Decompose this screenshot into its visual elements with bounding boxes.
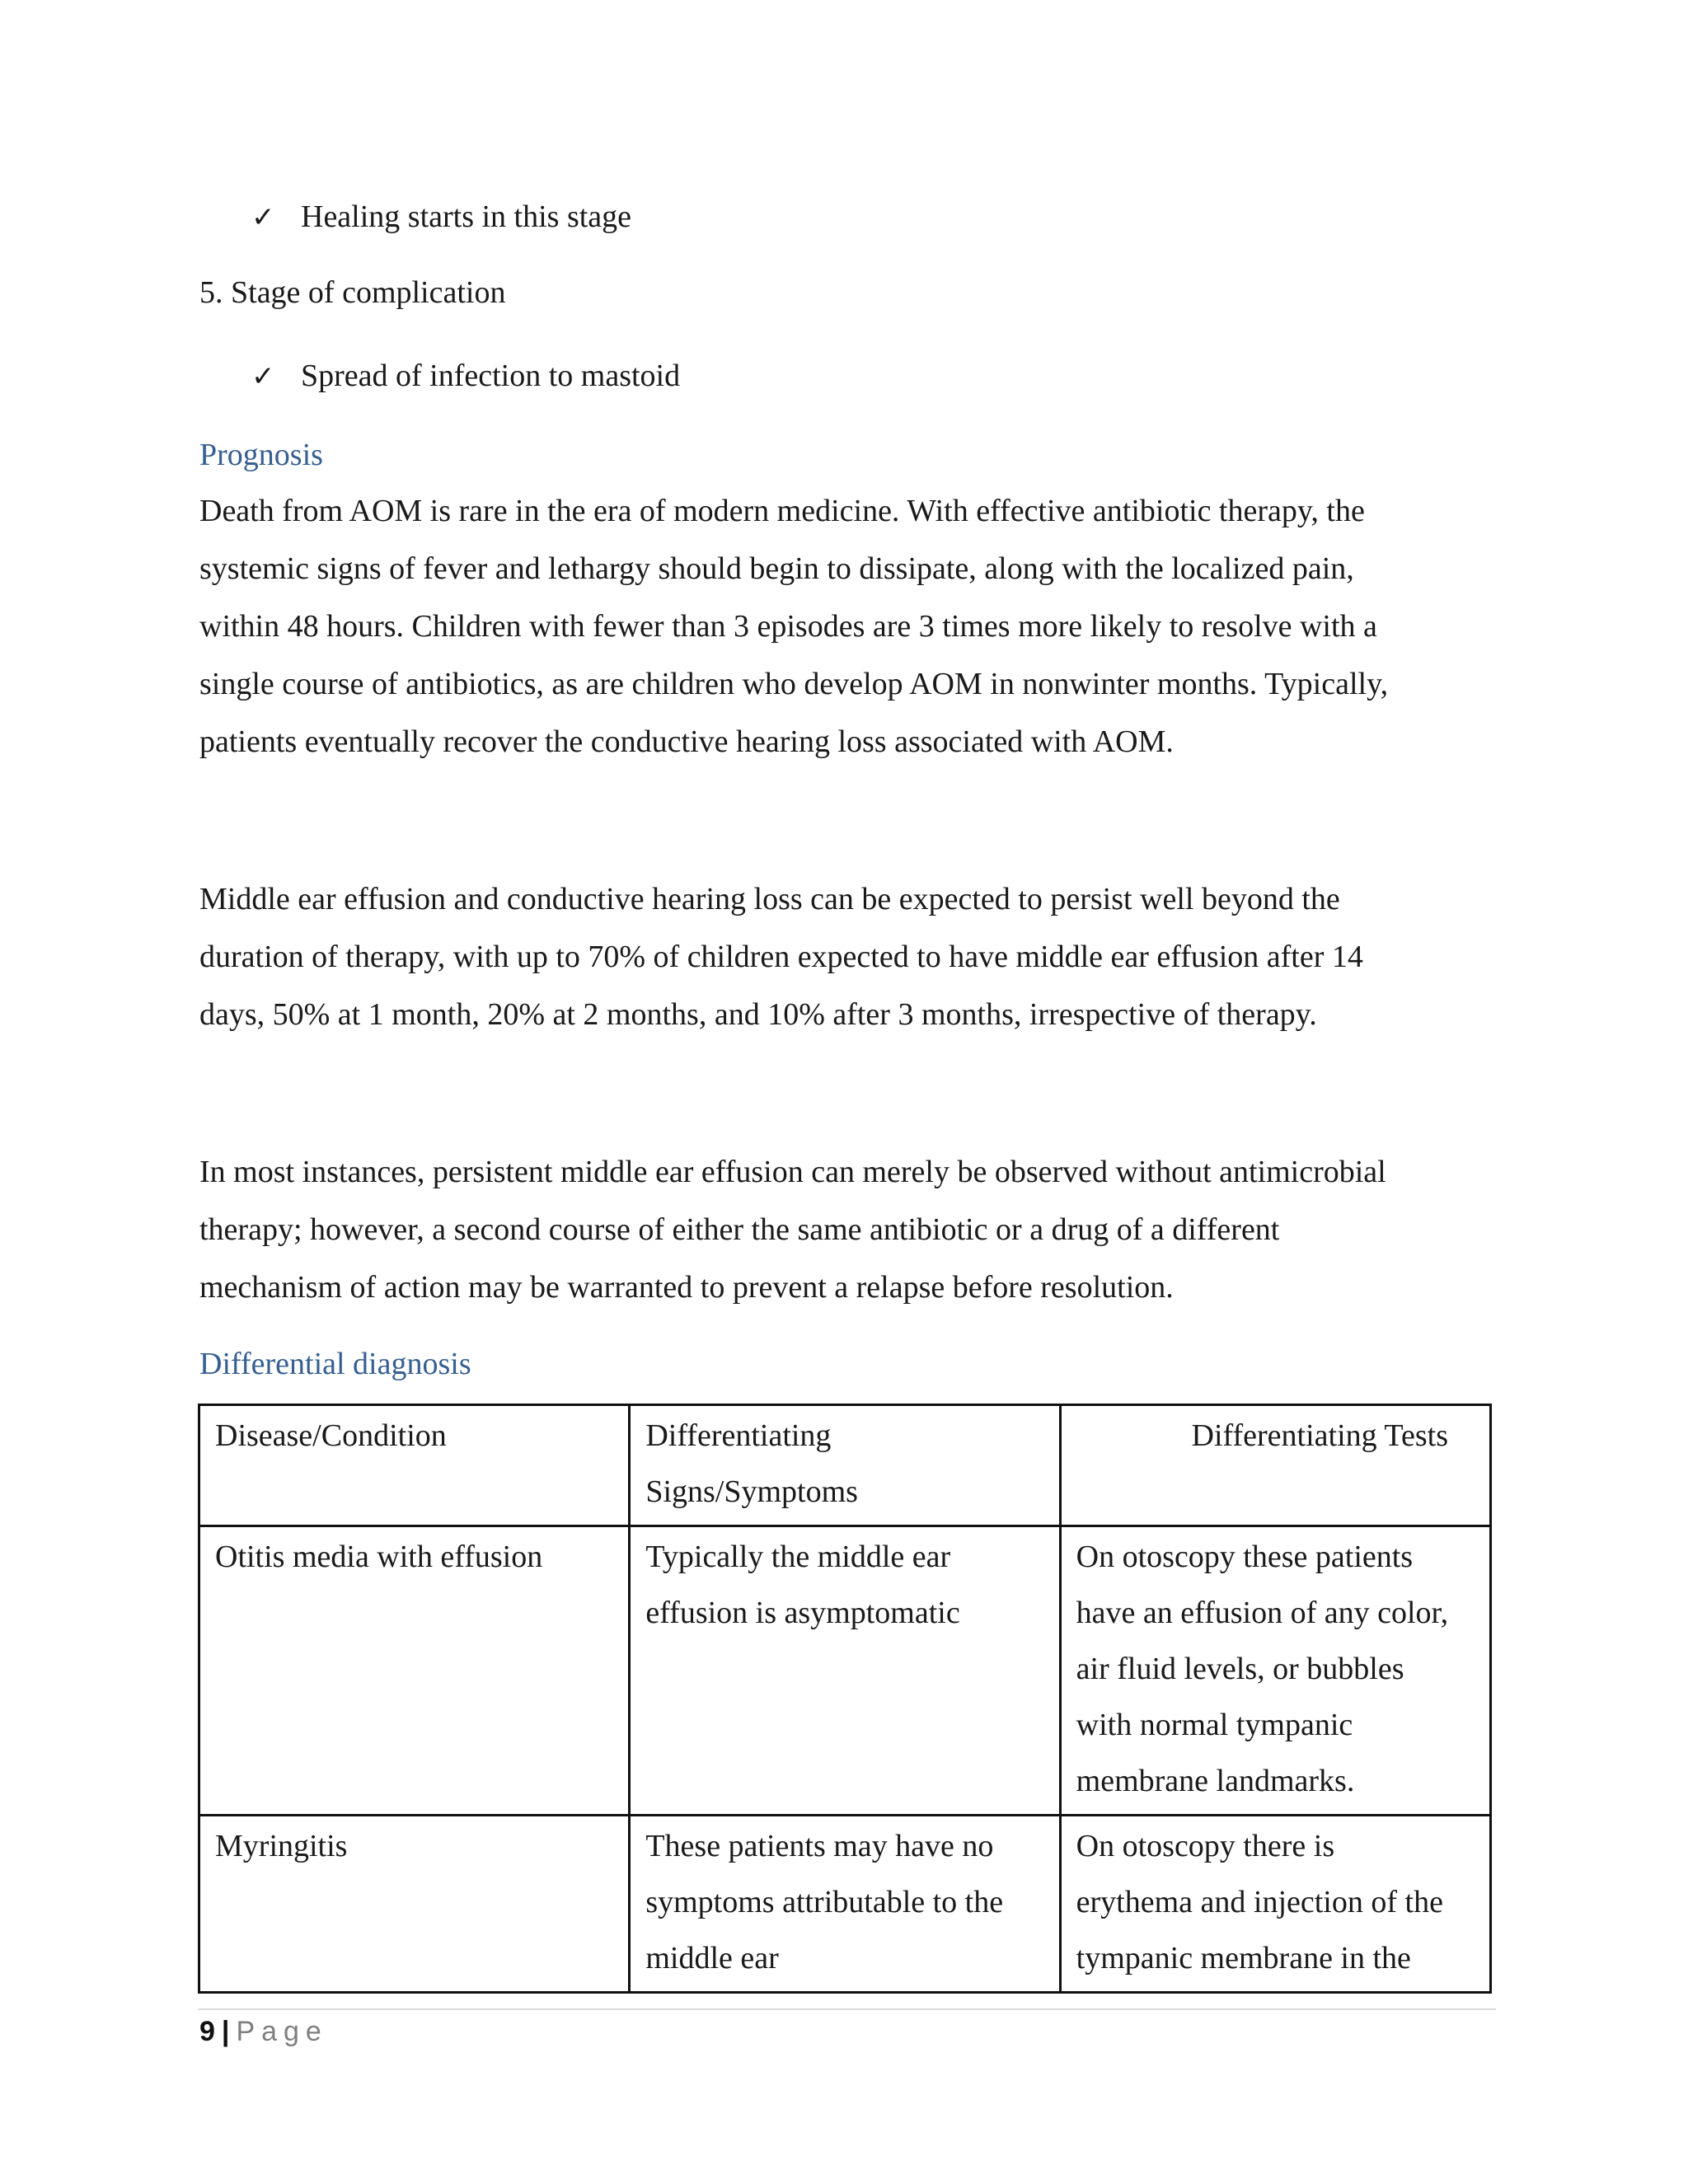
cell-line: effusion is asymptomatic [645,1596,960,1630]
cell-line: symptoms attributable to the [645,1885,1004,1919]
text-line: within 48 hours. Children with fewer than 3 episodes are 3 times more likely to resolve with a [199,609,1377,644]
table-row [199,1526,1491,1816]
cell-line: Typically the middle ear [645,1540,951,1574]
cell-tests [1060,1526,1490,1816]
footer-divider [198,2008,1496,2010]
text-line: days, 50% at 1 month, 20% at 2 months, and 10% after 3 months, irrespective of therapy. [199,997,1317,1032]
text-line: systemic signs of fever and lethargy should begin to dissipate, along with the localized pain, [199,551,1354,586]
cell-line: tympanic membrane in the [1076,1941,1411,1975]
cell-line: erythema and injection of the [1076,1885,1443,1919]
text-line: single course of antibiotics, as are children who develop AOM in nonwinter months. Typically, [199,667,1389,701]
header-cell-tests [1060,1405,1490,1526]
cell-line: have an effusion of any color, [1076,1596,1449,1630]
differential-diagnosis-table [198,1404,1492,1994]
page-number: 9 [199,2016,215,2047]
cell-tests [1060,1816,1490,1993]
cell-line: with normal tympanic [1076,1708,1353,1742]
cell-signs [630,1816,1060,1993]
prognosis-paragraph-1 [199,482,1485,771]
page-footer [199,2011,328,2052]
page-label: Page [236,2016,328,2047]
cell-line: These patients may have no [645,1829,994,1863]
prognosis-paragraph-3 [199,1143,1485,1316]
cell-signs [630,1526,1060,1816]
text-line: duration of therapy, with up to 70% of children expected to have middle ear effusion after 14 [199,940,1363,974]
text-line: therapy; however, a second course of either the same antibiotic or a drug of a different [199,1212,1280,1247]
cell-line: On otoscopy there is [1076,1829,1335,1863]
cell-disease [199,1526,630,1816]
table-row [199,1816,1491,1993]
text-line: mechanism of action may be warranted to prevent a relapse before resolution. [199,1270,1174,1305]
prognosis-heading: Prognosis [199,438,323,472]
bullet-spread [251,351,680,401]
cell-line: On otoscopy these patients [1076,1540,1414,1574]
table-header-row [199,1405,1491,1526]
cell-line: air fluid levels, or bubbles [1076,1652,1404,1686]
cell-line: middle ear [645,1941,779,1975]
text-line: patients eventually recover the conductive hearing loss associated with AOM. [199,724,1174,759]
cell-line: Myringitis [215,1829,348,1863]
prognosis-paragraph-2 [199,870,1485,1043]
cell-line: membrane landmarks. [1076,1764,1355,1798]
text-line: Middle ear effusion and conductive hearing loss can be expected to persist well beyond the [199,882,1340,916]
footer-separator: | [221,2016,230,2047]
header-cell-signs [630,1405,1060,1526]
text-line: Death from AOM is rare in the era of modern medicine. With effective antibiotic therapy, the [199,494,1365,528]
differential-diagnosis-heading: Differential diagnosis [199,1347,471,1381]
checkmark-icon: ✓ [251,201,275,234]
cell-line: Otitis media with effusion [215,1540,543,1574]
stage-5-label: 5. Stage of complication [199,275,506,310]
checkmark-icon: ✓ [251,360,275,393]
bullet-text: Spread of infection to mastoid [301,359,681,393]
bullet-text: Healing starts in this stage [301,199,632,234]
text-line: In most instances, persistent middle ear effusion can merely be observed without antimicrobial [199,1155,1386,1189]
cell-line: Disease/Condition [215,1418,447,1453]
header-cell-disease [199,1405,630,1526]
cell-line: Signs/Symptoms [645,1474,858,1509]
cell-disease [199,1816,630,1993]
cell-line: Differentiating [645,1418,832,1453]
cell-line: Differentiating Tests [1191,1418,1448,1453]
bullet-healing [251,192,631,242]
